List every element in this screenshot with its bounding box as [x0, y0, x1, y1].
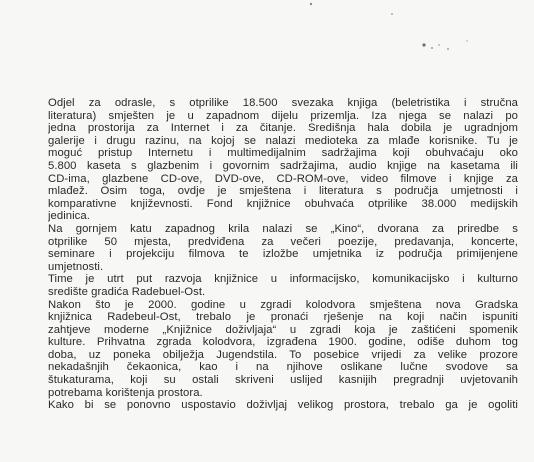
- text-line: kulture. Prihvatna zgrada kolodvora, izgrađena 1900. godine, odiše duhom tog: [48, 336, 518, 349]
- text-line: zahtjeve moderne „Knjižnice doživljaja“ u zgradi koja je zaštićeni spomenik: [48, 323, 518, 336]
- text-line: 5.800 kaseta s glazbenim i govornim sadržajima, audio knjige na kasetama ili: [48, 159, 518, 172]
- paragraph-station-building: [48, 299, 518, 412]
- text-line: Odjel za odrasle, s otprilike 18.500 svezaka knjiga (beletristika i stručna: [48, 97, 518, 109]
- text-line: galerije i drugu razinu, na kojoj se nalazi medioteka za mlađe korisnike. Tu je: [48, 134, 518, 147]
- text-line: Time je utrt put razvoja knjižnice u informacijsko, komunikacijsko i kulturno: [48, 273, 518, 286]
- paragraph-kino: [48, 223, 518, 273]
- text-line: Nakon što je 2000. godine u zgradi kolodvora smještena nova Gradska: [48, 298, 518, 311]
- text-line: moguć pristup Internetu i multimedijalnim sadržajima koji obuhvaćaju oko: [48, 147, 518, 160]
- paragraph-development: [48, 273, 518, 298]
- text-line: potrebama korištenja prostora.: [48, 386, 203, 399]
- body-text: [48, 97, 518, 412]
- text-line: literatura) smješten je u zapadnom dijelu prizemlja. Iza njega se nalazi po: [48, 109, 518, 122]
- text-line: nekadašnjih čekaonica, kao i na njihove oslikane lučne svodove sa: [48, 361, 518, 374]
- text-line: CD-ima, glazbene CD-ove, DVD-ove, CD-ROM-ove, video filmove i knjige za: [48, 172, 518, 185]
- text-line: otprilike 50 mjesta, predviđena za večeri poezije, predavanja, koncerte,: [48, 235, 518, 248]
- paragraph-adult-department: [48, 97, 518, 223]
- text-line: središte gradića Radebuel-Ost.: [48, 285, 206, 298]
- text-line: Na gornjem katu zapadnog krila nalazi se „Kino“, dvorana za priredbe s: [48, 222, 518, 235]
- text-line: jedinica.: [48, 210, 90, 223]
- text-line: knjižnica Radebeul-Ost, trebalo je pronaći rješenje na koji način ispuniti: [48, 311, 518, 324]
- text-line: umjetnosti.: [48, 260, 104, 273]
- text-line: seminare i projekciju filmova te izložbe umjetnika iz područja primijenjene: [48, 248, 518, 261]
- text-line: doba, uz poneka obilježja Jugendstila. To posebice vrijedi za velike prozore: [48, 348, 518, 361]
- text-line-partial: Kako bi se ponovno uspostavio doživljaj velikog prostora, trebalo ga je ogoliti: [48, 399, 518, 412]
- text-line: mlađež. Osim toga, ovdje je smještena i literatura s područja umjetnosti i: [48, 185, 518, 198]
- text-line: štukaturama, koji su ostali skriveni uslijed kasnijih pregradnji uvjetovanih: [48, 374, 518, 387]
- text-line: komparativne književnosti. Fond knjižnice obuhvaća otprilike 38.000 medijskih: [48, 197, 518, 210]
- text-line: jedna prostorija za Internet i za čitanje. Središnja hala dobila je ugradnjom: [48, 122, 518, 135]
